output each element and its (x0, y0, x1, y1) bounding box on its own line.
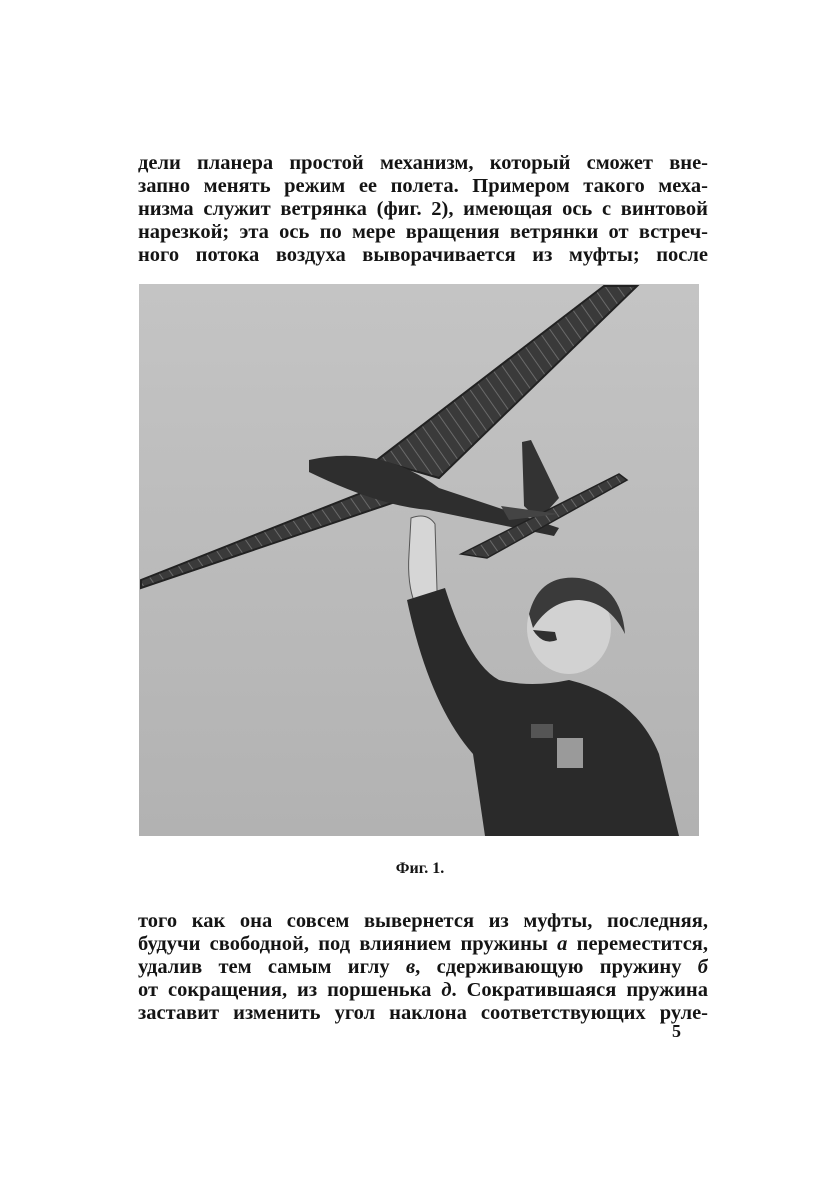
figure-caption: Фиг. 1. (395, 860, 445, 877)
text-line (138, 979, 708, 1002)
paragraph-bottom (138, 910, 708, 1025)
text-line (138, 956, 708, 979)
variable-label: б (697, 956, 708, 978)
text-line: дели планера простой механизм, который сможет вне- (138, 152, 708, 174)
text-line: ного потока воздуха выворачивается из муфты; после (138, 244, 708, 266)
text-segment: , сдерживающую пружину (415, 956, 698, 978)
text-line: того как она совсем вывернется из муфты, последняя, (138, 910, 708, 932)
pocket (531, 724, 553, 738)
text-segment: удалив тем самым иглу (138, 956, 406, 978)
glider-photo-illustration (139, 284, 699, 836)
page-number: 5 (672, 1021, 681, 1041)
text-line: запно менять режим ее полета. Примером такого меха- (138, 175, 708, 197)
text-line: нарезкой; эта ось по мере вращения ветрянки от встреч- (138, 221, 708, 243)
text-segment: переместится, (567, 933, 708, 955)
text-segment: будучи свободной, под влиянием пружины (138, 933, 558, 955)
text-line: заставит изменить угол наклона соответствующих руле- (138, 1002, 708, 1024)
text-line (138, 933, 708, 956)
text-line: низма служит ветрянка (фиг. 2), имеющая ось с винтовой (138, 198, 708, 220)
variable-label: в (405, 956, 416, 978)
text-segment: . Сократившаяся пружина (451, 979, 708, 1001)
variable-label: а (557, 933, 568, 955)
paragraph-top (138, 152, 708, 267)
text-segment: от сокращения, из поршенька (138, 979, 442, 1001)
figure-photo-glider (139, 284, 699, 836)
variable-label: д (441, 979, 452, 1001)
badge (557, 738, 583, 768)
